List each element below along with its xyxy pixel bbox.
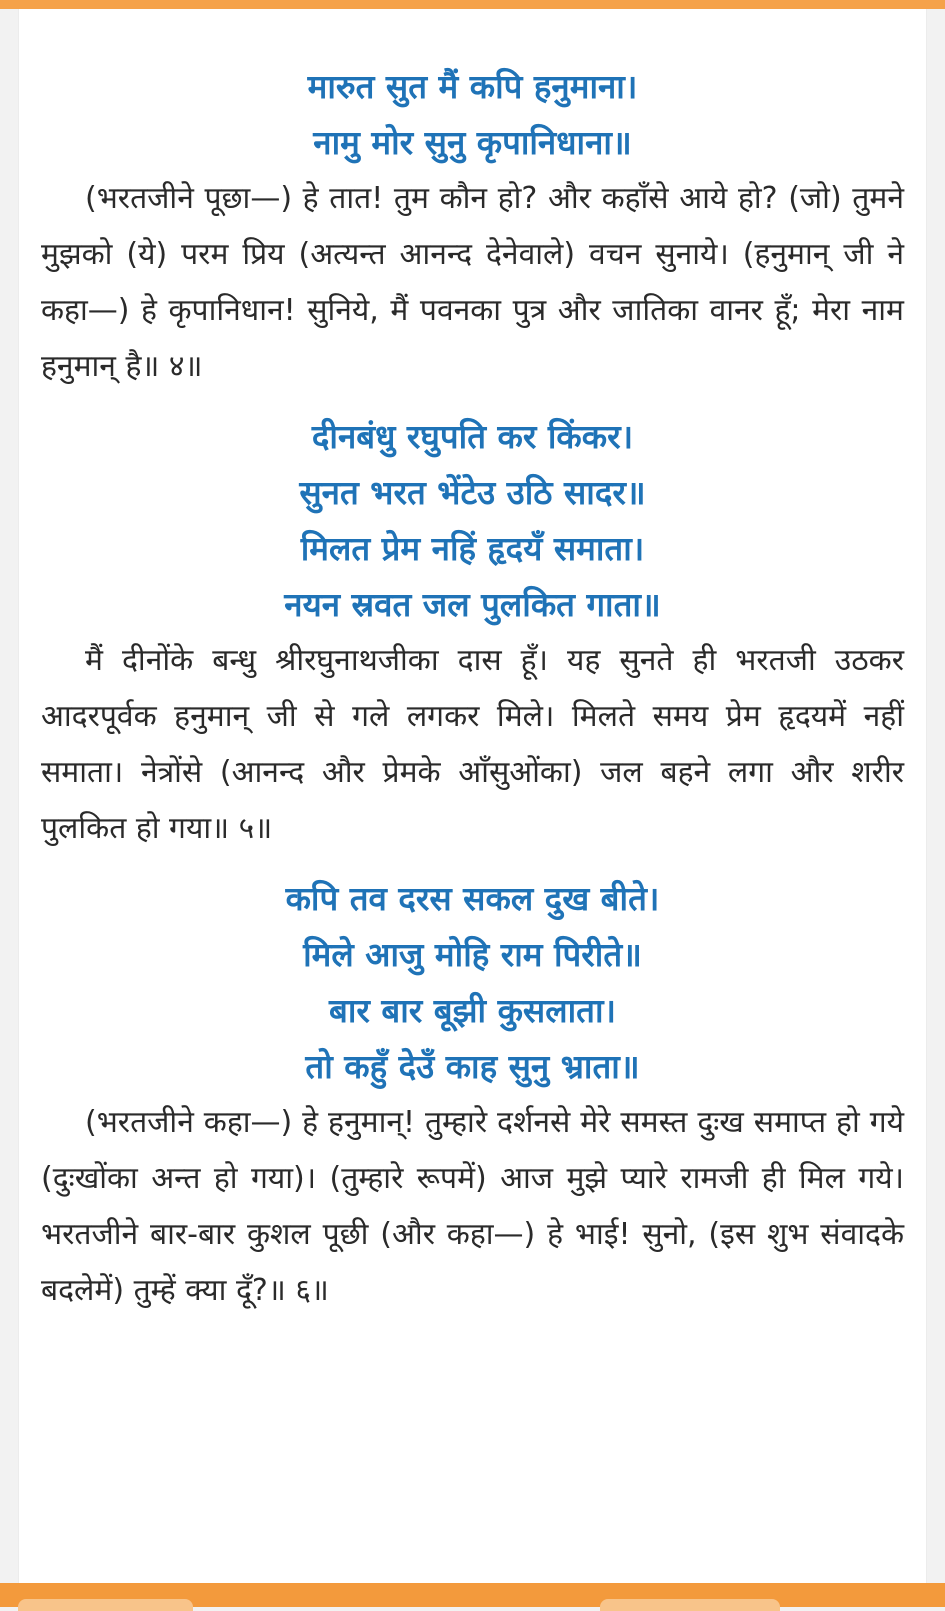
- bottom-tab-left[interactable]: [18, 1599, 193, 1611]
- verse-line: दीनबंधु रघुपति कर किंकर।: [311, 417, 634, 456]
- verse-meaning: मैं दीनोंके बन्धु श्रीरघुनाथजीका दास हूँ। यह सुनते ही भरतजी उठकर आदरपूर्वक हनुमान् जी से गले लगकर मिले। मिलते समय प्रेम हृदयमें नहीं समाता। नेत्रोंसे (आनन्द और प्रेमके आँसुओंका) जल बहने लगा और शरीर पुलकित हो गया॥ ५॥: [41, 643, 904, 846]
- verse-line: मारुत सुत मैं कपि हनुमाना।: [307, 67, 638, 106]
- section-6: [41, 871, 904, 1319]
- verse-line: मिले आजु मोहि राम पिरीते॥: [303, 935, 642, 974]
- verse-line: सुनत भरत भेंटेउ उठि सादर॥: [299, 473, 646, 512]
- verse-meaning: (भरतजीने पूछा—) हे तात! तुम कौन हो? और कहाँसे आये हो? (जो) तुमने मुझको (ये) परम प्रिय (अत्यन्त आनन्द देनेवाले) वचन सुनाये। (हनुमान् जी ने कहा—) हे कृपानिधान! सुनिये, मैं पवनका पुत्र और जातिका वानर हूँ; मेरा नाम हनुमान् है॥ ४॥: [41, 181, 904, 384]
- verse-line: मिलत प्रेम नहिं हृदयँ समाता।: [300, 529, 645, 568]
- verse-line: कपि तव दरस सकल दुख बीते।: [285, 879, 660, 918]
- verse-line: नामु मोर सुनु कृपानिधाना॥: [313, 123, 632, 162]
- verse-line: तो कहुँ देउँ काह सुनु भ्राता॥: [305, 1047, 640, 1086]
- page-content: [41, 59, 904, 1333]
- page: [18, 9, 927, 1583]
- verse-meaning: (भरतजीने कहा—) हे हनुमान्! तुम्हारे दर्शनसे मेरे समस्त दुःख समाप्त हो गये (दुःखोंका अन्त हो गया)। (तुम्हारे रूपमें) आज मुझे प्यारे रामजी ही मिल गये। भरतजीने बार-बार कुशल पूछी (और कहा—) हे भाई! सुनो, (इस शुभ संवादके बदलेमें) तुम्हें क्या दूँ?॥ ६॥: [41, 1105, 904, 1308]
- verse-line: नयन स्रवत जल पुलकित गाता॥: [284, 585, 661, 624]
- verse-line: बार बार बूझी कुसलाता।: [328, 991, 616, 1030]
- section-4: [41, 59, 904, 395]
- bottom-toolbar: [0, 1583, 945, 1607]
- section-5: [41, 409, 904, 857]
- top-accent-bar: [0, 0, 945, 9]
- bottom-tab-right[interactable]: [600, 1599, 780, 1611]
